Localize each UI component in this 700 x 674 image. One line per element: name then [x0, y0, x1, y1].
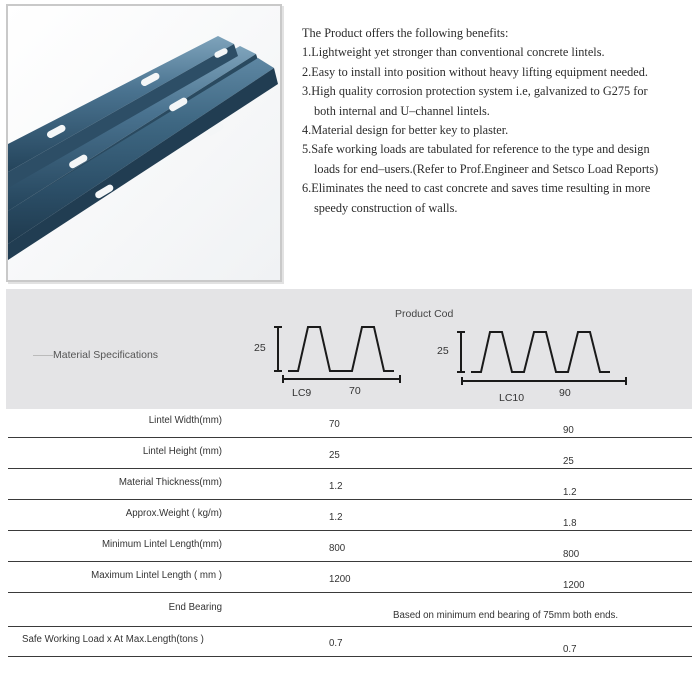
spec-panel — [6, 289, 692, 409]
lc9-height-bracket — [274, 327, 282, 371]
lc9-value: 70 — [329, 419, 340, 430]
lintel-photo-icon — [8, 6, 280, 280]
end-bearing-value: Based on minimum end bearing of 75mm both ends. — [393, 610, 619, 621]
lc9-value: 25 — [329, 450, 340, 461]
row-label: Safe Working Load x At Max.Length(tons ) — [22, 634, 204, 645]
lc9-width-line — [283, 375, 400, 383]
table-row — [8, 438, 692, 469]
lc9-value: 1.2 — [329, 481, 343, 492]
benefit-line: 6.Eliminates the need to cast concrete and saves time resulting in more — [302, 181, 651, 196]
benefits-block — [302, 24, 694, 218]
benefit-item — [302, 63, 694, 82]
row-label: Maximum Lintel Length ( mm ) — [91, 570, 222, 581]
benefit-line: 2.Easy to install into position without heavy lifting equipment needed. — [302, 64, 648, 79]
lc10-profile — [471, 332, 610, 372]
lc9-height-label: 25 — [254, 342, 266, 354]
benefit-line: loads for end–users.(Refer to Prof.Engineer and Setsco Load Reports) — [314, 161, 659, 176]
row-label: Lintel Width(mm) — [148, 415, 222, 426]
row-label: End Bearing — [168, 602, 222, 613]
benefit-line: both internal and U–channel lintels. — [314, 103, 490, 118]
benefit-item — [302, 179, 694, 218]
lc10-value: 1.8 — [563, 518, 577, 529]
lc10-height-label: 25 — [437, 345, 449, 357]
lc10-value: 90 — [563, 425, 574, 436]
benefit-line: 5.Safe working loads are tabulated for reference to the type and design — [302, 142, 650, 157]
lc10-width-label: 90 — [559, 387, 571, 399]
lc10-value: 1200 — [563, 580, 585, 591]
lc9-code-label: LC9 — [292, 387, 312, 399]
lc10-code-label: LC10 — [499, 392, 525, 404]
benefit-item — [302, 82, 694, 121]
lc9-profile — [288, 327, 394, 371]
row-divider — [8, 656, 692, 657]
benefit-line: 1.Lightweight yet stronger than conventional concrete lintels. — [302, 45, 605, 60]
lc10-value: 25 — [563, 456, 574, 467]
lc9-value: 0.7 — [329, 638, 343, 649]
benefit-line: 3.High quality corrosion protection system i.e, galvanized to G275 for — [302, 84, 648, 99]
lc9-value: 1200 — [329, 574, 351, 585]
benefits-intro: The Product offers the following benefits: — [302, 26, 509, 40]
row-label: Material Thickness(mm) — [118, 477, 222, 488]
table-row — [8, 627, 692, 657]
table-row — [8, 562, 692, 593]
benefit-line: speedy construction of walls. — [314, 200, 458, 215]
lc9-value: 800 — [329, 543, 346, 554]
product-code-header: Product Cod — [395, 308, 454, 320]
row-label: Lintel Height (mm) — [142, 446, 222, 457]
lc10-value: 0.7 — [563, 644, 577, 655]
benefit-item — [302, 43, 694, 62]
product-photo — [6, 4, 282, 282]
table-row — [8, 500, 692, 531]
benefit-item — [302, 121, 694, 140]
row-label: Approx.Weight ( kg/m) — [125, 508, 222, 519]
spec-title: Material Specifications — [53, 349, 159, 361]
lc10-value: 800 — [563, 549, 580, 560]
table-row — [8, 531, 692, 562]
lc10-width-line — [462, 377, 626, 385]
lc9-width-label: 70 — [349, 385, 361, 397]
lc10-height-bracket — [457, 332, 465, 372]
row-label: Minimum Lintel Length(mm) — [101, 539, 222, 550]
lc9-value: 1.2 — [329, 512, 343, 523]
table-row — [8, 469, 692, 500]
table-row — [8, 407, 692, 438]
table-row — [8, 593, 692, 627]
benefits-list — [302, 43, 694, 218]
benefit-item — [302, 140, 694, 179]
benefit-line: 4.Material design for better key to plaster. — [302, 123, 509, 138]
lc10-value: 1.2 — [563, 487, 577, 498]
